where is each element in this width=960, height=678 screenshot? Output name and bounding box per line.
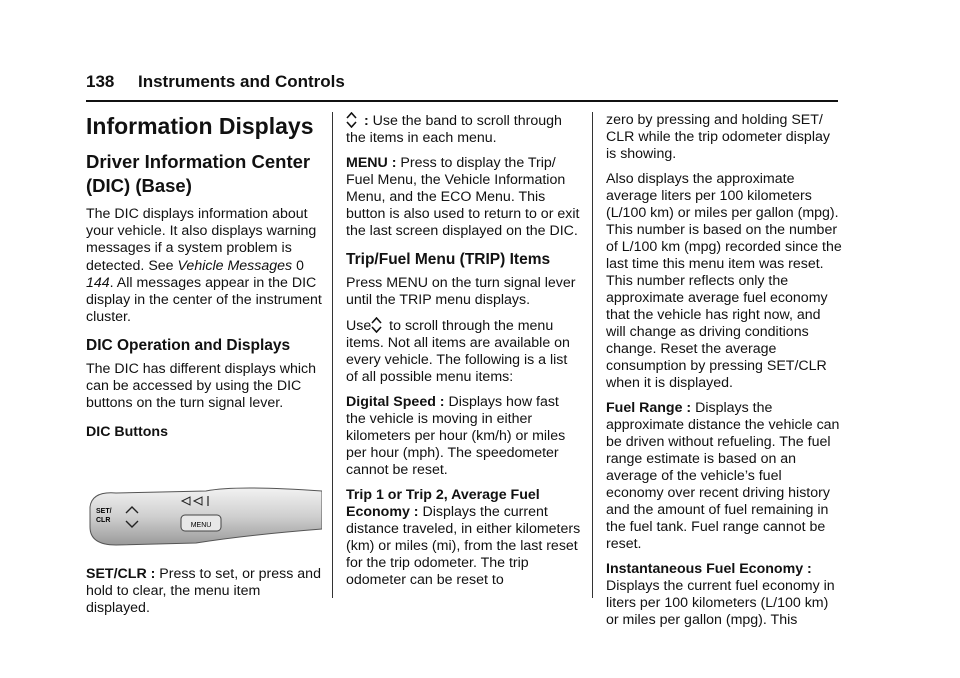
text-run: Press to display the Trip/ Fuel Menu, the Vehicle Information Menu, and the ECO Menu. This button is also used to return to or exit the last screen displayed on the DIC. <box>346 155 580 239</box>
trip-reset-paragraph: zero by pressing and holding SET/ CLR while the trip odometer display is showing. <box>606 112 830 162</box>
column-2 <box>346 112 582 597</box>
instant-fuel-item <box>606 561 842 629</box>
text-run: The DIC displays information about your vehicle. It also displays warning messages if a system problem is detected. See <box>86 206 317 274</box>
clr-button-label: CLR <box>96 517 111 524</box>
set-button-label: SET/ <box>96 508 112 515</box>
page-number: 138 <box>86 72 115 91</box>
text-run: Displays how fast the vehicle is moving in either kilometers per hour (km/h) or miles per hour (mph). The speedometer cannot be reset. <box>346 394 566 478</box>
column-1 <box>86 112 322 625</box>
page-ref-number[interactable]: 144 <box>86 275 110 291</box>
menu-term: MENU : <box>346 155 397 171</box>
column-3 <box>606 112 842 637</box>
trip-menu-paragraph: Press MENU on the turn signal lever until the TRIP menu displays. <box>346 275 576 308</box>
digital-speed-item <box>346 394 582 479</box>
dic-intro-paragraph <box>86 206 322 326</box>
vehicle-messages-link[interactable]: Vehicle Messages <box>177 258 293 274</box>
text-run: Press to set, or press and hold to clear, the menu item displayed. <box>86 566 321 616</box>
set-clr-item <box>86 566 322 617</box>
trip-fuel-term: Trip 1 or Trip 2, Average Fuel Economy : <box>346 487 540 520</box>
fuel-range-item <box>606 400 842 553</box>
section-title: Instruments and Controls <box>138 72 345 91</box>
use-band-paragraph <box>346 317 582 386</box>
digital-speed-term: Digital Speed : <box>346 394 445 410</box>
menu-item <box>346 155 582 240</box>
text-run: . All messages appear in the DIC display in the center of the instrument cluster. <box>86 275 322 325</box>
dic-operation-heading: DIC Operation and Displays <box>86 337 291 354</box>
menu-button-label: MENU <box>190 522 212 529</box>
page-title: Information Displays <box>86 113 314 139</box>
band-term: : <box>360 113 369 129</box>
turn-signal-lever-illustration <box>86 477 322 549</box>
column-divider <box>332 112 333 598</box>
band-scroll-icon <box>371 317 382 333</box>
header-rule <box>86 100 838 102</box>
trip-menu-heading: Trip/Fuel Menu (TRIP) Items <box>346 251 551 268</box>
text-run: Use <box>346 318 372 334</box>
figure-caption: DIC Buttons <box>86 424 168 440</box>
text-run: to scroll through the menu items. Not all items are available on every vehicle. The following is a list of all possible menu items: <box>346 318 570 385</box>
band-item <box>346 112 582 147</box>
page-header <box>86 70 838 104</box>
text-run: Displays the current fuel economy in liters per 100 kilometers (L/100 km) or miles per gallon (mpg). This <box>606 578 835 628</box>
fuel-range-term: Fuel Range : <box>606 400 692 416</box>
trip-fuel-item <box>346 487 582 589</box>
dic-operation-paragraph: The DIC has different displays which can be accessed by using the DIC buttons on the turn signal lever. <box>86 361 316 411</box>
average-fuel-paragraph: Also displays the approximate average liters per 100 kilometers (L/100 km) or miles per gallon (mpg). This number is based on the number of L/100 km (mpg) recorded since the last time this menu item was reset. This number reflects only the approximate average fuel economy that the vehicle has right now, and will change as driving conditions change. Reset the average consumption by pressing SET/CLR when it is displayed. <box>606 171 842 391</box>
set-clr-term: SET/CLR : <box>86 566 156 582</box>
instant-fuel-term: Instantaneous Fuel Economy : <box>606 561 812 577</box>
text-run: Use the band to scroll through the items in each menu. <box>346 113 562 146</box>
page-ref-arrow-icon: 0 <box>296 257 304 273</box>
text-run: Displays the approximate distance the vehicle can be driven without refueling. The fuel range estimate is based on an average of the vehicle’s fuel economy over recent driving history and the amount of fuel remaining in the fuel tank. Fuel range cannot be reset. <box>606 400 840 552</box>
dic-heading: Driver Information Center (DIC) (Base) <box>86 151 311 196</box>
column-divider <box>592 112 593 598</box>
text-run: Displays the current distance traveled, in either kilometers (km) or miles (mi), from the last reset for the trip odometer. The trip odometer can be reset to <box>346 504 581 588</box>
band-scroll-icon <box>346 112 357 128</box>
